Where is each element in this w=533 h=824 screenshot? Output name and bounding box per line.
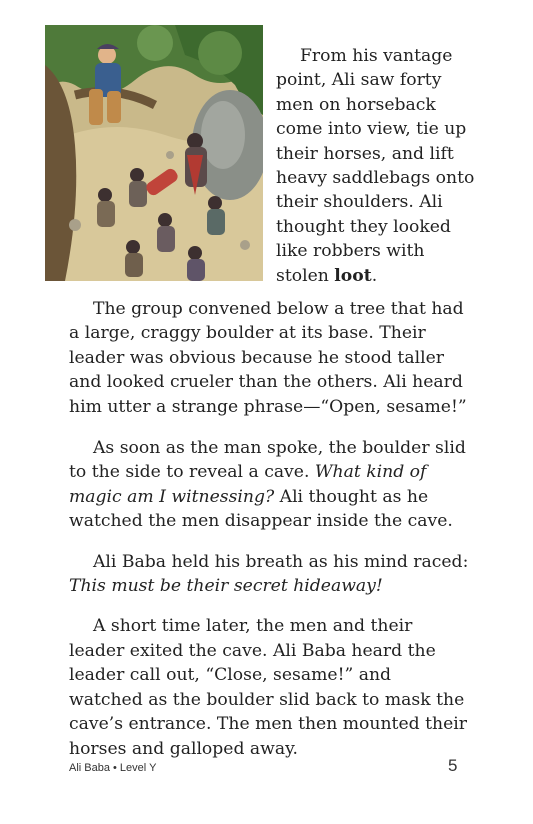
paragraph-3-text: Ali Baba held his breath as his mind raced:: [93, 551, 469, 572]
paragraph-1: The group convened below a tree that had a large, craggy boulder at its base. Their leader was obvious because he stood taller and looked crueler than the others. Ali heard him utter a strange phrase—“Open, sesame!”: [69, 299, 467, 417]
paragraph-2-text: As soon as the man spoke, the boulder slid to the side to reveal a cave.: [69, 438, 466, 483]
intro-paragraph: [276, 44, 476, 288]
story-body: [69, 297, 469, 777]
paragraph-2: [69, 436, 469, 534]
paragraph-2-end: Ali thought as he watched the men disappear inside the cave.: [69, 486, 453, 532]
vocab-word-loot: loot: [334, 265, 372, 286]
paragraph-4: A short time later, the men and their leader exited the cave. Ali Baba heard the leader call out, “Close, sesame!” and watched as the boulder slid back to mask the cave’s entrance. The men then mounted their horses and galloped away.: [69, 616, 467, 759]
paragraph-3-thought: This must be their secret hideaway!: [69, 576, 383, 597]
intro-end: .: [371, 265, 378, 286]
page-number: 5: [448, 756, 458, 775]
illustration-ali-in-tree-watching-robbers-icon: [45, 25, 263, 281]
illustration: [45, 25, 263, 281]
intro-text: From his vantage point, Ali saw forty men on horseback come into view, tie up their horses, and lift heavy saddlebags onto their shoulders. Ali thought they looked like robbers with stolen: [276, 46, 475, 286]
footer-book-title: Ali Baba • Level Y: [69, 762, 157, 774]
paragraph-3: [69, 550, 469, 599]
paragraph-2-thought: What kind of magic am I witnessing?: [69, 462, 427, 507]
